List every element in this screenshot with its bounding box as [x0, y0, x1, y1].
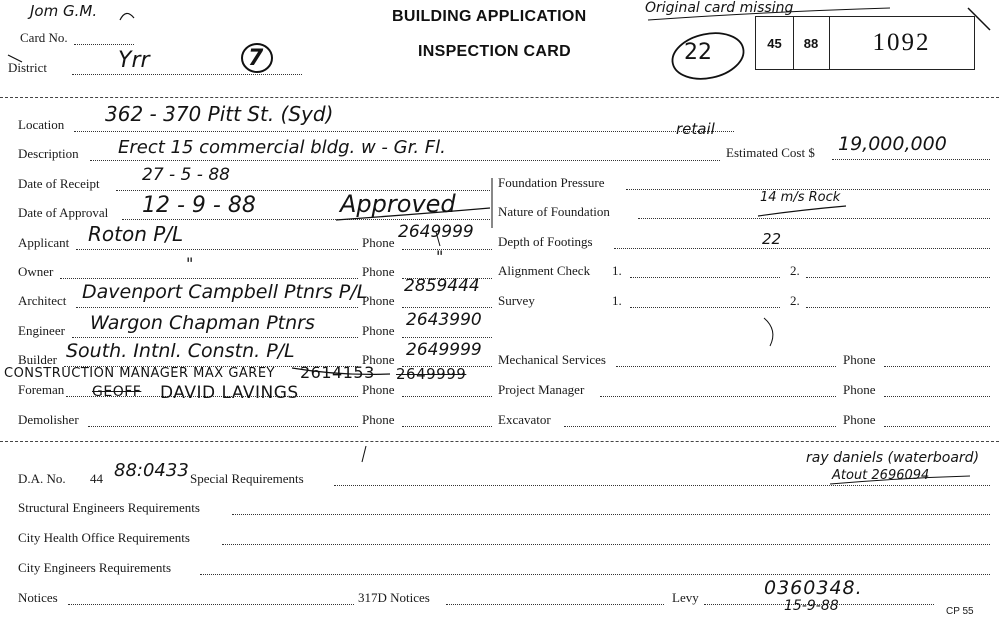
estimated-cost-label: Estimated Cost $: [726, 145, 815, 160]
foreman-struck: GEOFF: [92, 384, 142, 400]
owner-label: Owner: [18, 264, 54, 279]
circled-number: 22: [684, 40, 712, 65]
special-note-strike: [830, 476, 970, 484]
levy-date: 15-9-88: [784, 598, 839, 614]
foreman-label: Foreman: [18, 382, 65, 397]
architect-phone: 2859444: [404, 276, 480, 296]
levy-label: Levy: [672, 590, 699, 605]
health-label: City Health Office Requirements: [18, 530, 190, 545]
alignment-label: Alignment Check: [498, 263, 591, 278]
depth-footings-label: Depth of Footings: [498, 234, 593, 249]
number-circle: [668, 27, 748, 85]
nature-foundation-label: Nature of Foundation: [498, 204, 610, 219]
foundation-underline: [758, 206, 846, 216]
notices-label: Notices: [18, 590, 58, 605]
corner-mark: [968, 8, 990, 30]
box-b-cell: 88: [793, 17, 830, 69]
bracket-mark: [764, 318, 773, 346]
demolisher-phone-label: Phone: [362, 412, 395, 427]
date-approval-value: 12 - 9 - 88: [142, 193, 256, 218]
alignment-num-1: 1.: [612, 263, 622, 278]
builder-label: Builder: [18, 352, 57, 367]
card-no-handwriting: Jom G.M.: [30, 2, 98, 20]
da-label: D.A. No.: [18, 471, 66, 486]
owner-phone: ": [436, 247, 444, 266]
project-manager-label: Project Manager: [498, 382, 585, 397]
form-code: CP 55: [946, 606, 974, 617]
district-handwriting: Yrr: [118, 48, 150, 73]
excavator-phone-label: Phone: [843, 412, 876, 427]
date-receipt-value: 27 - 5 - 88: [142, 165, 230, 185]
date-receipt-label: Date of Receipt: [18, 176, 100, 191]
approved-underline: [336, 208, 490, 220]
box-number-cell: 1092: [872, 29, 931, 56]
box-a-cell: 45: [756, 17, 794, 69]
top-note-underline: [648, 8, 890, 20]
survey-num-2: 2.: [790, 293, 800, 308]
mechanical-phone-label: Phone: [843, 352, 876, 367]
top-note-handwriting: Original card missing: [645, 0, 794, 16]
estimated-cost-value: 19,000,000: [838, 133, 947, 155]
builder-phone-label: Phone: [362, 352, 395, 367]
district-circle: [242, 44, 272, 72]
foreman-value: DAVID LAVINGS: [160, 383, 299, 403]
applicant-phone: 2649999: [398, 222, 474, 242]
alignment-num-2: 2.: [790, 263, 800, 278]
title-line-2: INSPECTION CARD: [418, 43, 571, 60]
engineer-phone: 2643990: [406, 310, 482, 330]
owner-phone-label: Phone: [362, 264, 395, 279]
applicant-value: Roton P/L: [88, 222, 184, 246]
district-scribble: [8, 55, 22, 62]
location-value: 362 - 370 Pitt St. (Syd): [105, 102, 334, 126]
depth-tick: [436, 232, 440, 246]
foundation-pressure-label: Foundation Pressure: [498, 175, 605, 190]
special-note-2: Atout 2696094: [832, 468, 930, 483]
construction-manager-note: CONSTRUCTION MANAGER MAX GAREY: [4, 366, 275, 381]
district-label: District: [8, 60, 47, 75]
foreman-phone-label: Phone: [362, 382, 395, 397]
special-note: ray daniels (waterboard): [806, 450, 980, 466]
cm-underline: [292, 368, 390, 374]
da-prefix: 44: [90, 471, 103, 486]
survey-num-1: 1.: [612, 293, 622, 308]
levy-value: 0360348.: [764, 577, 863, 599]
architect-label: Architect: [18, 293, 67, 308]
engineer-label: Engineer: [18, 323, 65, 338]
architect-phone-label: Phone: [362, 293, 395, 308]
special-requirements-label: Special Requirements: [190, 471, 304, 486]
owner-value: ": [186, 254, 194, 273]
builder-phone: 2649999: [406, 340, 482, 360]
architect-value: Davenport Campbell Ptnrs P/L: [82, 281, 368, 303]
title-line-1: BUILDING APPLICATION: [392, 8, 587, 25]
structural-label: Structural Engineers Requirements: [18, 500, 200, 515]
excavator-label: Excavator: [498, 412, 551, 427]
engineers-label: City Engineers Requirements: [18, 560, 172, 575]
cm-phone-struck: 2649999: [396, 365, 467, 383]
builder-value: South. Intnl. Constn. P/L: [66, 340, 295, 362]
card-no-label: Card No.: [20, 30, 68, 45]
da-value: 88:0433: [114, 460, 189, 481]
applicant-phone-label: Phone: [362, 235, 395, 250]
project-manager-phone-label: Phone: [843, 382, 876, 397]
district-circle-handwriting: 7: [248, 46, 264, 71]
engineer-phone-label: Phone: [362, 323, 395, 338]
approved-stamp: Approved: [340, 190, 456, 218]
date-approval-label: Date of Approval: [18, 205, 109, 220]
description-extra: retail: [676, 120, 715, 138]
engineer-value: Wargon Chapman Ptnrs: [90, 312, 315, 334]
card-no-scribble: [120, 13, 134, 20]
demolisher-label: Demolisher: [18, 412, 79, 427]
nature-foundation-value: 14 m/s Rock: [760, 190, 841, 205]
mechanical-label: Mechanical Services: [498, 352, 606, 367]
description-label: Description: [18, 146, 79, 161]
applicant-label: Applicant: [18, 235, 70, 250]
depth-footings-value: 22: [762, 230, 782, 248]
survey-label: Survey: [498, 293, 535, 308]
location-label: Location: [18, 117, 65, 132]
description-value: Erect 15 commercial bldg. w - Gr. Fl.: [118, 137, 446, 158]
notices-317d-label: 317D Notices: [358, 590, 430, 605]
cm-phone: 2614153: [300, 363, 375, 382]
lower-tick: [362, 446, 366, 462]
